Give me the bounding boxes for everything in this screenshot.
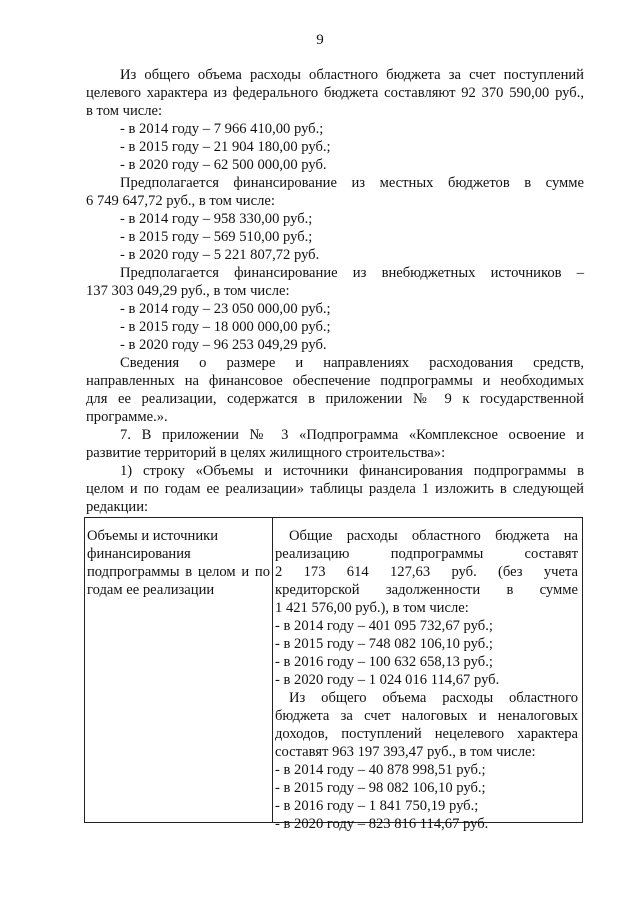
left-cell-line: годам ее реализации (87, 582, 215, 598)
right-cell-line: - в 2016 году – 100 632 658,13 руб.; (275, 654, 493, 670)
right-cell-line: - в 2014 году – 401 095 732,67 руб.; (275, 618, 493, 634)
body-line: Предполагается финансирование из внебюджетных источников – (120, 265, 584, 281)
financing-table (84, 517, 583, 832)
body-line: - в 2014 году – 7 966 410,00 руб.; (120, 121, 324, 137)
body-line: целом и по годам ее реализации» таблицы раздела 1 изложить в следующей (86, 481, 584, 497)
right-cell-line: 1 421 576,00 руб.), в том числе: (275, 600, 469, 616)
right-cell-line: - в 2020 году – 823 816 114,67 руб. (275, 816, 489, 832)
right-cell-line: - в 2015 году – 748 082 106,10 руб.; (275, 636, 493, 652)
right-cell-line: составят 963 197 393,47 руб., в том числе: (275, 744, 536, 760)
body-line: - в 2015 году – 569 510,00 руб.; (120, 229, 313, 245)
body-line: 7. В приложении № 3 «Подпрограмма «Комплексное освоение и (120, 427, 584, 443)
body-line: в том числе: (86, 103, 163, 119)
body-line: 6 749 647,72 руб., в том числе: (86, 193, 275, 209)
right-cell-line: кредиторской задолженности в сумме (275, 582, 578, 598)
body-line: Предполагается финансирование из местных бюджетов в сумме (120, 175, 584, 191)
body-line: - в 2014 году – 958 330,00 руб.; (120, 211, 313, 227)
right-cell-line: реализацию подпрограммы составят (275, 546, 578, 562)
body-line: направленных на финансовое обеспечение подпрограммы и необходимых (86, 373, 584, 389)
page-number: 9 (316, 32, 324, 48)
right-cell-line: Из общего объема расходы областного (289, 690, 578, 706)
right-cell-line: доходов, поступлений нецелевого характера (275, 726, 578, 742)
right-cell-line: 2 173 614 127,63 руб. (без учета (275, 564, 578, 580)
left-cell-line: Объемы и источники (87, 528, 219, 544)
body-line: 137 303 049,29 руб., в том числе: (86, 283, 290, 299)
body-line: целевого характера из федерального бюджета составляют 92 370 590,00 руб., (86, 85, 584, 101)
body-line: 1) строку «Объемы и источники финансирования подпрограммы в (120, 463, 584, 479)
right-cell-line: - в 2020 году – 1 024 016 114,67 руб. (275, 672, 500, 688)
body-line: редакции: (86, 499, 149, 515)
body-line: - в 2015 году – 18 000 000,00 руб.; (120, 319, 331, 335)
body-line: - в 2015 году – 21 904 180,00 руб.; (120, 139, 331, 155)
right-cell-line: - в 2014 году – 40 878 998,51 руб.; (275, 762, 486, 778)
body-line: Сведения о размере и направлениях расходования средств, (120, 355, 584, 371)
left-cell-line: финансирования (87, 546, 191, 562)
right-cell-line: - в 2015 году – 98 082 106,10 руб.; (275, 780, 486, 796)
left-cell-line: подпрограммы в целом и по (87, 564, 270, 580)
table-column-divider (272, 518, 273, 822)
body-line: - в 2020 году – 96 253 049,29 руб. (120, 337, 327, 353)
body-line: - в 2020 году – 5 221 807,72 руб. (120, 247, 320, 263)
right-cell-line: бюджета за счет налоговых и неналоговых (275, 708, 578, 724)
body-line: программе.». (86, 409, 168, 425)
body-line: - в 2020 году – 62 500 000,00 руб. (120, 157, 327, 173)
right-cell-line: Общие расходы областного бюджета на (289, 528, 578, 544)
body-line: Из общего объема расходы областного бюджета за счет поступлений (120, 67, 584, 83)
body-line: - в 2014 году – 23 050 000,00 руб.; (120, 301, 331, 317)
right-cell-line: - в 2016 году – 1 841 750,19 руб.; (275, 798, 479, 814)
body-line: для ее реализации, содержатся в приложении № 9 к государственной (86, 391, 584, 407)
body-line: развитие территорий в целях жилищного строительства»: (86, 445, 446, 461)
